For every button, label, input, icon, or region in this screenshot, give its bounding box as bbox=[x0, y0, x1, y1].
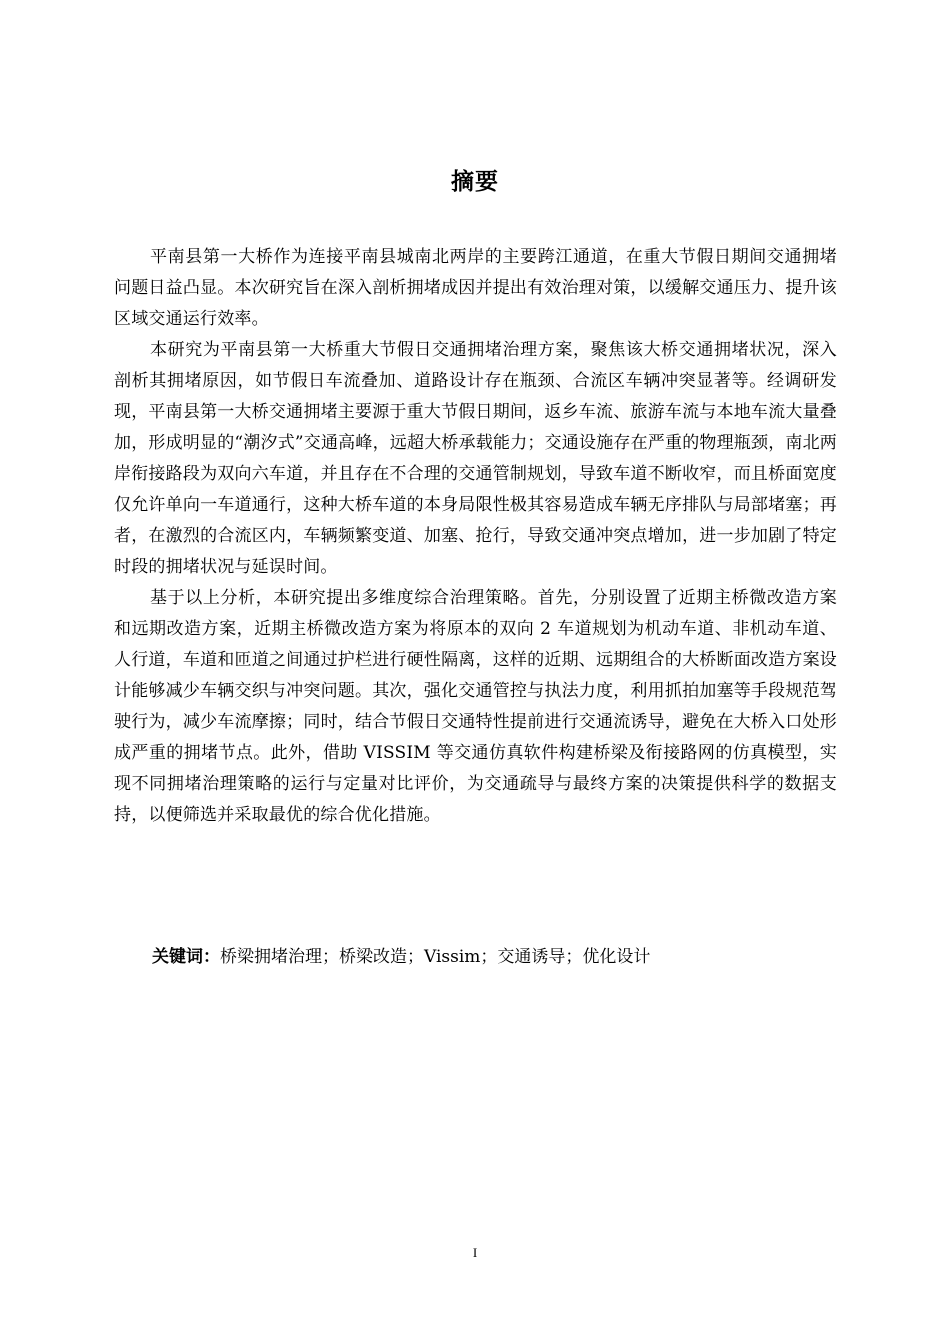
abstract-paragraph-3: 基于以上分析，本研究提出多维度综合治理策略。首先，分别设置了近期主桥微改造方案和远期改造方案，近期主桥微改造方案为将原本的双向 2 车道规划为机动车道、非机动车道、人行道，车道和匝道之间通过护栏进行硬性隔离，这样的近期、远期组合的大桥断面改造方案设计能够减少车辆交织与冲突问题。其次，强化交通管控与执法力度，利用抓拍加塞等手段规范驾驶行为，减少车流摩擦；同时，结合节假日交通特性提前进行交通流诱导，避免在大桥入口处形成严重的拥堵节点。此外，借助 VISSIM 等交通仿真软件构建桥梁及衔接路网的仿真模型，实现不同拥堵治理策略的运行与定量对比评价，为交通疏导与最终方案的决策提供科学的数据支持，以便筛选并采取最优的综合优化措施。 bbox=[114, 588, 837, 825]
abstract-body bbox=[114, 242, 837, 831]
abstract-paragraph-1: 平南县第一大桥作为连接平南县城南北两岸的主要跨江通道，在重大节假日期间交通拥堵问题日益凸显。本次研究旨在深入剖析拥堵成因并提出有效治理对策，以缓解交通压力、提升该区域交通运行效率。 bbox=[114, 247, 837, 329]
page-number: I bbox=[472, 1245, 478, 1260]
keywords-line bbox=[152, 942, 842, 973]
keywords-text: 桥梁拥堵治理；桥梁改造；Vissim；交通诱导；优化设计 bbox=[220, 947, 651, 967]
keywords-label: 关键词： bbox=[152, 947, 220, 967]
abstract-paragraph-2: 本研究为平南县第一大桥重大节假日交通拥堵治理方案，聚焦该大桥交通拥堵状况，深入剖析其拥堵原因，如节假日车流叠加、道路设计存在瓶颈、合流区车辆冲突显著等。经调研发现，平南县第一大桥交通拥堵主要源于重大节假日期间，返乡车流、旅游车流与本地车流大量叠加，形成明显的“潮汐式”交通高峰，远超大桥承载能力；交通设施存在严重的物理瓶颈，南北两岸衔接路段为双向六车道，并且存在不合理的交通管制规划，导致车道不断收窄，而且桥面宽度仅允许单向一车道通行，这种大桥车道的本身局限性极其容易造成车辆无序排队与局部堵塞；再者，在激烈的合流区内，车辆频繁变道、加塞、抢行，导致交通冲突点增加，进一步加剧了特定时段的拥堵状况与延误时间。 bbox=[114, 340, 837, 577]
abstract-title: 摘要 bbox=[451, 169, 499, 195]
